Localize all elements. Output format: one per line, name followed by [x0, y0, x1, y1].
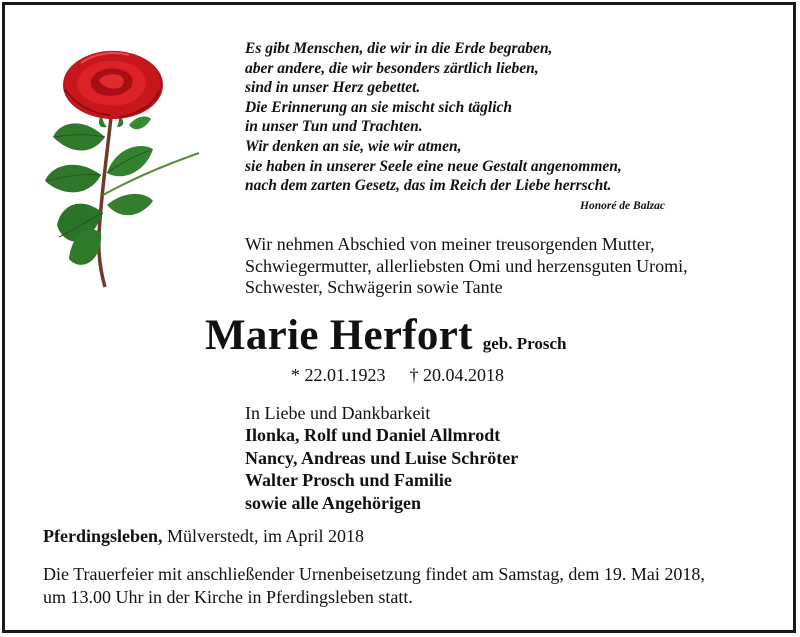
birth-name: geb. Prosch — [482, 334, 567, 353]
obituary-frame — [2, 2, 796, 633]
farewell-line: Wir nehmen Abschied von meiner treusorgenden Mutter, — [245, 234, 655, 254]
ceremony-line: um 13.00 Uhr in der Kirche in Pferdingsleben statt. — [43, 586, 413, 607]
poem — [245, 39, 685, 214]
place-and-date — [43, 526, 364, 547]
farewell-line: Schwester, Schwägerin sowie Tante — [245, 277, 503, 297]
mourner-name: sowie alle Angehörigen — [245, 492, 421, 513]
farewell-line: Schwiegermutter, allerliebsten Omi und herzensguten Uromi, — [245, 255, 688, 276]
poem-line: nach dem zarten Gesetz, das im Reich der Liebe herrscht. — [245, 177, 612, 195]
deceased-name: Marie Herfort — [205, 312, 473, 359]
deceased-name-row — [205, 311, 566, 360]
mourners — [245, 402, 518, 514]
place-rest: Mülverstedt, im April 2018 — [162, 526, 364, 546]
poem-line: Die Erinnerung an sie mischt sich täglich — [245, 98, 512, 116]
place-town: Pferdingsleben, — [43, 526, 163, 546]
red-rose-icon — [41, 45, 211, 295]
mourner-name: Nancy, Andreas und Luise Schröter — [245, 447, 519, 468]
poem-line: sind in unser Herz gebettet. — [245, 79, 421, 97]
poem-line: aber andere, die wir besonders zärtlich lieben, — [245, 59, 539, 77]
mourners-intro: In Liebe und Dankbarkeit — [245, 403, 431, 423]
mourner-name: Walter Prosch und Familie — [245, 470, 452, 491]
mourner-name: Ilonka, Rolf und Daniel Allmrodt — [245, 425, 501, 446]
ceremony-notice — [43, 563, 783, 608]
farewell-text — [245, 234, 765, 299]
death-date: † 20.04.2018 — [409, 365, 504, 385]
life-dates — [291, 365, 504, 386]
ceremony-line: Die Trauerfeier mit anschließender Urnenbeisetzung findet am Samstag, dem 19. Mai 2018, — [43, 564, 705, 584]
poem-line: Wir denken an sie, wie wir atmen, — [245, 137, 462, 155]
poem-line: in unser Tun und Trachten. — [245, 118, 423, 136]
birth-date: * 22.01.1923 — [291, 365, 386, 385]
poem-line: sie haben in unserer Seele eine neue Gestalt angenommen, — [245, 157, 622, 175]
poem-line: Es gibt Menschen, die wir in die Erde begraben, — [245, 40, 553, 57]
poem-author: Honoré de Balzac — [580, 199, 665, 212]
